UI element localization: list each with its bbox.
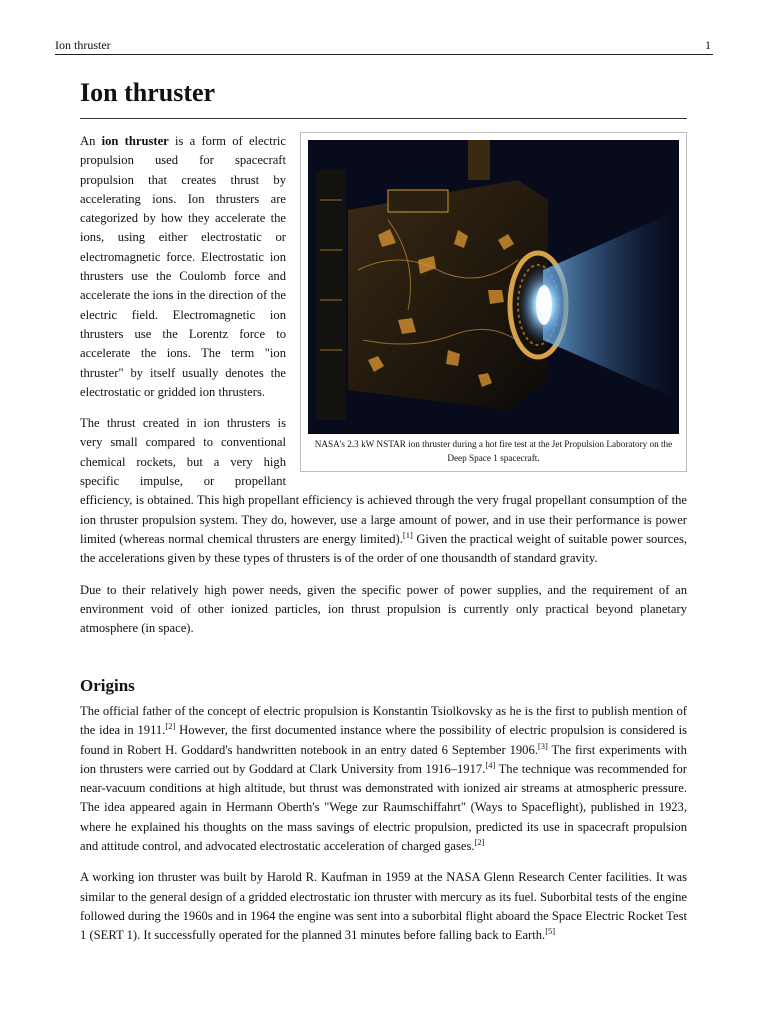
origins-paragraph-2	[80, 868, 687, 945]
origins-p1-text-d: The technique was recommended for near-vacuum conditions at high altitude, but thrust was demonstrated with ionized air streams at atmospheric pressure. The idea appeared again in Hermann Oberth's "Wege zur Raumschiffahrt" (Ways to Spaceflight), published in 1923, where he explained his thoughts on the mass savings of electric propulsion, predicted its use in spacecraft propulsion and attitude control, and advocated electrostatic acceleration of charged gases.	[80, 761, 687, 854]
thruster-photo	[308, 140, 679, 434]
lead-p2-text-b: Given the practical weight of suitable power sources, the accelerations given by these types of thrusters is of the order of one thousandth of standard gravity.	[80, 531, 687, 566]
section-heading-origins: Origins	[80, 676, 135, 695]
running-header	[55, 38, 713, 55]
lead-section	[80, 132, 687, 638]
figure-caption: NASA's 2.3 kW NSTAR ion thruster during a hot fire test at the Jet Propulsion Laboratory on the Deep Space 1 spacecraft.	[314, 439, 673, 463]
origins-section	[80, 702, 687, 946]
page-number: 1	[705, 38, 711, 52]
citation-link[interactable]: [3]	[537, 740, 548, 751]
thruster-figure	[300, 132, 687, 472]
running-head-title: Ion thruster	[55, 38, 111, 52]
title-divider	[80, 118, 687, 119]
citation-link[interactable]: [4]	[485, 759, 496, 770]
origins-paragraph-1	[80, 702, 687, 856]
lead-p1-text-start: An	[80, 134, 102, 148]
article-title: Ion thruster	[80, 78, 216, 107]
citation-link[interactable]: [5]	[545, 926, 556, 937]
lead-paragraph-3: Due to their relatively high power needs, given the specific power of power supplies, and the requirement of an environment void of other ionized particles, ion thrust propulsion is currently only practical beyond planetary atmosphere (in space).	[80, 582, 687, 636]
lead-p1-text-rest: is a form of electric propulsion used for spacecraft propulsion that creates thrust by accelerating ions. Ion thrusters are categorized by how they accelerate the ions, using either electrostatic or electromagnetic force. Electrostatic ion thrusters use the Coulomb force and accelerate the ions in the direction of the electric field. Electromagnetic ion thrusters use the Lorentz force to accelerate the ions. The term "ion thruster" by itself usually denotes the electrostatic or gridded ion thrusters.	[80, 134, 286, 399]
citation-link[interactable]: [1]	[402, 529, 413, 540]
citation-link[interactable]: [2]	[474, 836, 485, 847]
citation-link[interactable]: [2]	[165, 721, 176, 732]
origins-p1-text-b: However, the first documented instance where the possibility of electric propulsion is considered is found in Robert H. Goddard's handwritten notebook in an entry dated 6 September 1906.	[80, 723, 687, 757]
origins-p1-text-c: The first experiments with ion thrusters were carried out by Goddard at Clark University from 1916–1917.	[80, 742, 687, 776]
origins-p1-text-a: The official father of the concept of electric propulsion is Konstantin Tsiolkovsky as he is the first to publish mention of the idea in 1911.	[80, 704, 687, 738]
thruster-photo-drawing	[308, 140, 679, 434]
origins-p2-text: A working ion thruster was built by Harold R. Kaufman in 1959 at the NASA Glenn Research Center facilities. It was similar to the general design of a gridded electrostatic ion thruster with mercury as its fuel. Suborbital tests of the engine followed during the 1960s and in 1964 the engine was sent into a suborbital flight aboard the Space Electric Rocket Test 1 (SERT 1). It successfully operated for the planned 31 minutes before falling back to Earth.	[80, 870, 687, 943]
lead-term-bold: ion thruster	[101, 134, 169, 148]
lead-p2-text-a: The thrust created in ion thrusters is very small compared to conventional chemical rockets, but a very high specific impulse, or propellant efficiency, is obtained. This high propellant efficiency is achieved through the very frugal propellant consumption of the ion thruster propulsion system. They do, however, use a large amount of power, and in use their performance is power limited (whereas normal chemical thrusters are energy limited).	[80, 416, 687, 546]
